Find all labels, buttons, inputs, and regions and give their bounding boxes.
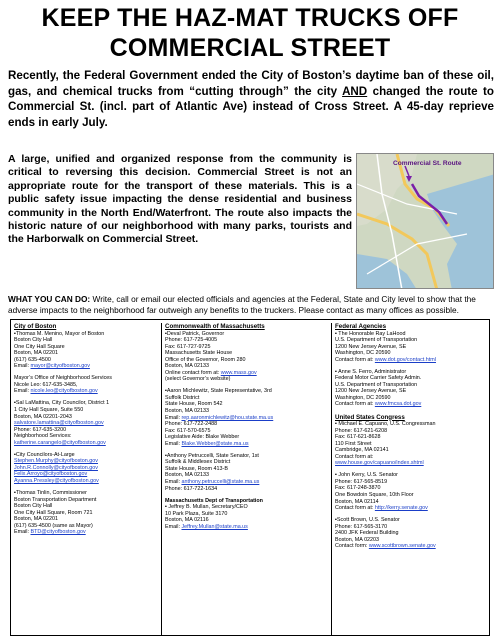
contact-line: [14, 478, 161, 485]
contact-text: Cambridge, MA 02141: [335, 447, 389, 454]
contact-text: One City Hall Square: [14, 343, 65, 350]
contact-entry: [14, 375, 161, 395]
contact-text: Boston, MA 02201: [14, 516, 59, 523]
contact-text: Office of the Governor, Room 280: [165, 356, 246, 363]
contact-text: Boston, MA 02133: [165, 472, 210, 479]
contact-text: Online contact form at:: [165, 369, 221, 376]
contact-entry: [335, 472, 489, 511]
contact-line: [14, 529, 161, 536]
contact-text: Phone: 617-621-6208: [335, 427, 388, 434]
col2-entries: [165, 331, 331, 531]
title-line-2: COMMERCIAL STREET: [109, 34, 391, 62]
commonwealth-column: [161, 323, 331, 635]
contact-text: U.S. Department of Transportation: [335, 337, 418, 344]
contact-text: Email:: [165, 440, 182, 447]
contact-text: 2400 JFK Federal Building: [335, 530, 399, 537]
contact-text: Fax: 617-570-6575: [165, 427, 211, 434]
contact-text: (617) 635-4500 (same as Mayor): [14, 522, 93, 529]
contact-link[interactable]: www.dot.gov/contact.html: [374, 356, 436, 363]
contact-text: One Bowdoin Square, 10th Floor: [335, 491, 414, 498]
contact-text: Email:: [165, 523, 182, 530]
contact-text: 1200 New Jersey Avenue, SE: [335, 343, 407, 350]
map-route-label: Commercial St. Route: [393, 160, 462, 167]
contact-link[interactable]: www.scottbrown.senate.gov: [368, 543, 436, 550]
federal-column: [331, 323, 489, 635]
contact-line: [14, 388, 161, 395]
contact-text: ▪ The Honorable Ray LaHood: [335, 330, 406, 337]
contact-link[interactable]: anthony.petruccelli@state.ma.us: [181, 478, 260, 485]
contact-text: Phone: 617-725-4005: [165, 337, 218, 344]
contact-text: Contact form:: [335, 543, 369, 550]
city-of-boston-column: [11, 323, 161, 635]
contact-line: [165, 524, 331, 531]
contact-text: Boston Transportation Department: [14, 496, 97, 503]
contact-text: Phone: 617-565-8519: [335, 478, 388, 485]
contact-text: Boston City Hall: [14, 503, 53, 510]
contact-text: ▪ Jeffrey B. Mullan, Secretary/CEO: [165, 504, 248, 511]
col3-entries-2: [335, 421, 489, 550]
contact-text: One City Hall Square, Room 721: [14, 509, 93, 516]
contact-link[interactable]: Jeffrey.Mullan@state.ma.us: [181, 523, 248, 530]
contact-text: (select Governor’s website): [165, 376, 231, 383]
contact-link[interactable]: salvatore.lamattina@cityofboston.gov: [14, 420, 104, 427]
contact-line: [165, 486, 331, 493]
contact-text: Suffolk District: [165, 394, 200, 401]
contact-text: Federal Motor Carrier Safety Admin.: [335, 375, 422, 382]
contact-text: Suffolk & Middlesex District: [165, 459, 231, 466]
contact-text: ▪ Anne S. Ferro, Administrator: [335, 368, 407, 375]
contact-entry: [335, 517, 489, 550]
contact-text: Massachusetts State House: [165, 350, 233, 357]
contact-text: State House, Room 542: [165, 401, 223, 408]
wycd-label: WHAT YOU CAN DO:: [8, 294, 91, 304]
contact-link[interactable]: John.R.Connolly@cityofboston.gov: [14, 464, 98, 471]
title-line-1: KEEP THE HAZ-MAT TRUCKS OFF: [41, 4, 459, 32]
what-you-can-do: [8, 294, 494, 316]
page-title: [0, 3, 500, 63]
contact-entry: [335, 421, 489, 467]
contact-entry: [165, 453, 331, 492]
contact-text: ▪Anthony Petruccelli, State Senator, 1st: [165, 452, 259, 459]
contact-text: ▪Thomas M. Menino, Mayor of Boston: [14, 330, 105, 337]
contact-link[interactable]: katherine.carangelo@cityofboston.gov: [14, 439, 106, 446]
contact-text: Legislative Aide: Blake Webber: [165, 434, 240, 441]
contact-text: Contact form at:: [335, 453, 374, 460]
contact-text: Email:: [14, 529, 31, 536]
contact-text: Email:: [14, 363, 31, 370]
contact-text: Email:: [165, 478, 182, 485]
contact-text: Contact form at:: [335, 356, 375, 363]
contact-text: ▪Scott Brown, U.S. Senator: [335, 517, 400, 524]
contact-link[interactable]: Felix.Arroyo@cityofboston.gov: [14, 471, 88, 478]
col3-entries: [335, 331, 489, 409]
contact-entry: [165, 331, 331, 383]
col3-heading-2: United States Congress: [335, 413, 405, 421]
contact-link[interactable]: Stephen.Murphy@cityofboston.gov: [14, 458, 98, 465]
contact-text: Email:: [14, 388, 31, 395]
intro-text-2: changed the route to Commercial St. (incl. part of Atlantic Ave) instead of Cross Street. A 45-day reprieve ends in early July.: [8, 84, 495, 129]
contact-line: [165, 376, 331, 383]
contact-link[interactable]: BTD@cityofboston.gov: [30, 529, 86, 536]
contact-text: Boston, MA 02114: [335, 498, 379, 505]
col1-heading: City of Boston: [14, 323, 57, 330]
contact-text: Fax: 617-727-9725: [165, 343, 211, 350]
contact-text: 1 City Hall Square, Suite 550: [14, 406, 84, 413]
contact-line: [335, 543, 489, 550]
contact-text: 10 Park Plaza, Suite 3170: [165, 510, 228, 517]
contact-text: (617) 635-4500: [14, 356, 51, 363]
contact-entry: [335, 369, 489, 408]
col2-heading: Commonwealth of Massachusetts: [165, 323, 265, 330]
contact-text: Boston, MA 02116: [165, 517, 209, 524]
contact-text: ▪Thomas Tinlin, Commissioner: [14, 489, 87, 496]
contact-line: [335, 401, 489, 408]
contact-text: Neighborhood Services:: [14, 433, 72, 440]
contact-text: ▪Sal LaMattina, City Councilor, District 1: [14, 400, 110, 407]
contact-line: [335, 460, 489, 467]
contact-text: Boston, MA 02201-2043: [14, 413, 72, 420]
contact-link[interactable]: www.house.gov/capuano/index.shtml: [335, 460, 424, 467]
contact-link[interactable]: www.fmcsa.dot.gov: [374, 401, 422, 408]
contact-text: Phone: 617-722-2488: [165, 421, 218, 428]
map-graphic: [357, 154, 494, 289]
contact-line: [335, 505, 489, 512]
contact-link[interactable]: Blake.Webber@state.ma.us: [181, 440, 249, 447]
contact-text: Boston, MA 02133: [165, 363, 210, 370]
contact-text: Phone: 617-635-3200: [14, 426, 67, 433]
contact-text: State House, Room 413-B: [165, 465, 228, 472]
contact-link[interactable]: http://kerry.senate.gov: [374, 505, 428, 512]
contact-text: Fax: 617-621-8628: [335, 434, 381, 441]
contact-text: Washington, DC 20590: [335, 350, 391, 357]
contact-text: Contact form at:: [335, 505, 375, 512]
contact-text: Email:: [165, 414, 182, 421]
contact-entry: [14, 400, 161, 446]
contact-link[interactable]: Ayanna.Pressley@cityofboston.gov: [14, 477, 99, 484]
col3-heading: Federal Agencies: [335, 323, 387, 330]
contact-entry: [14, 490, 161, 536]
contact-link[interactable]: www.mass.gov: [220, 369, 257, 376]
intro-paragraph: [8, 68, 494, 130]
body-paragraph: A large, unified and organized response from the community is critical to reversing this decision. Commercial Street is not an appropriate route for the transport of these materials. This is a public safety issue impacting the dense residential and business community in the North End/Waterfront. The route also impacts the historic nature of our neighborhood with many parks, tourists and the Harborwalk on Commercial Street.: [8, 153, 352, 246]
contact-text: Contact form at:: [335, 401, 375, 408]
contact-text: Boston, MA 02201: [14, 350, 59, 357]
contacts-table: [10, 319, 490, 636]
intro-and: AND: [342, 84, 368, 98]
contact-text: Washington, DC 20590: [335, 394, 391, 401]
contact-text: Fax: 617-248-3870: [335, 485, 381, 492]
contact-line: [335, 357, 489, 364]
contact-line: [14, 440, 161, 447]
contact-text: 1200 New Jersey Avenue, SE: [335, 388, 407, 395]
contact-text: Massachusetts Dept of Transportation: [165, 497, 263, 504]
contact-line: [165, 441, 331, 448]
contact-line: [14, 363, 161, 370]
contact-text: Boston, MA 02133: [165, 408, 210, 415]
route-map: [356, 153, 494, 289]
contact-link[interactable]: rep.aaronmichlewitz@hou.state.ma.us: [181, 414, 274, 421]
contact-text: Nicole Leo: 617-635-3485,: [14, 381, 78, 388]
contact-entry: [165, 388, 331, 447]
contact-text: U.S. Department of Transportation: [335, 381, 418, 388]
contact-text: ▪City Councilors-At-Large: [14, 451, 75, 458]
contact-text: 110 First Street: [335, 440, 372, 447]
contact-text: ▪ Michael E. Capuano, U.S. Congressman: [335, 421, 436, 428]
contact-text: ▪ John Kerry, U.S. Senator: [335, 472, 398, 479]
contact-text: Boston City Hall: [14, 337, 53, 344]
intro-text-1: Recently, the Federal Government ended the City of Boston’s daytime ban of these oil, gas, and chemical trucks from “cutting through” the city: [8, 69, 494, 98]
contact-text: Boston, MA 02203: [335, 536, 380, 543]
contact-text: ▪Aaron Michlewitz, State Representative, 3rd: [165, 388, 272, 395]
contact-link[interactable]: mayor@cityofboston.gov: [30, 363, 90, 370]
contact-text: Phone: 617-565-3170: [335, 523, 388, 530]
contact-text: Mayor’s Office of Neighborhood Services: [14, 375, 112, 382]
contact-entry: [14, 452, 161, 485]
col1-entries: [14, 331, 161, 536]
contact-text: Phone: 617-722-1634: [165, 485, 218, 492]
contact-link[interactable]: nicole.leo@cityofboston.gov: [30, 388, 98, 395]
contact-entry: [335, 331, 489, 364]
contact-entry: [165, 498, 331, 531]
wycd-text: Write, call or email our elected officials and agencies at the Federal, State and City level to show that the adverse impacts to the neighborhood far outweigh any benefits to the truckers. Please contact as many offices as possible.: [8, 294, 476, 315]
contact-text: ▪Deval Patrick, Governor: [165, 330, 225, 337]
contact-entry: [14, 331, 161, 370]
